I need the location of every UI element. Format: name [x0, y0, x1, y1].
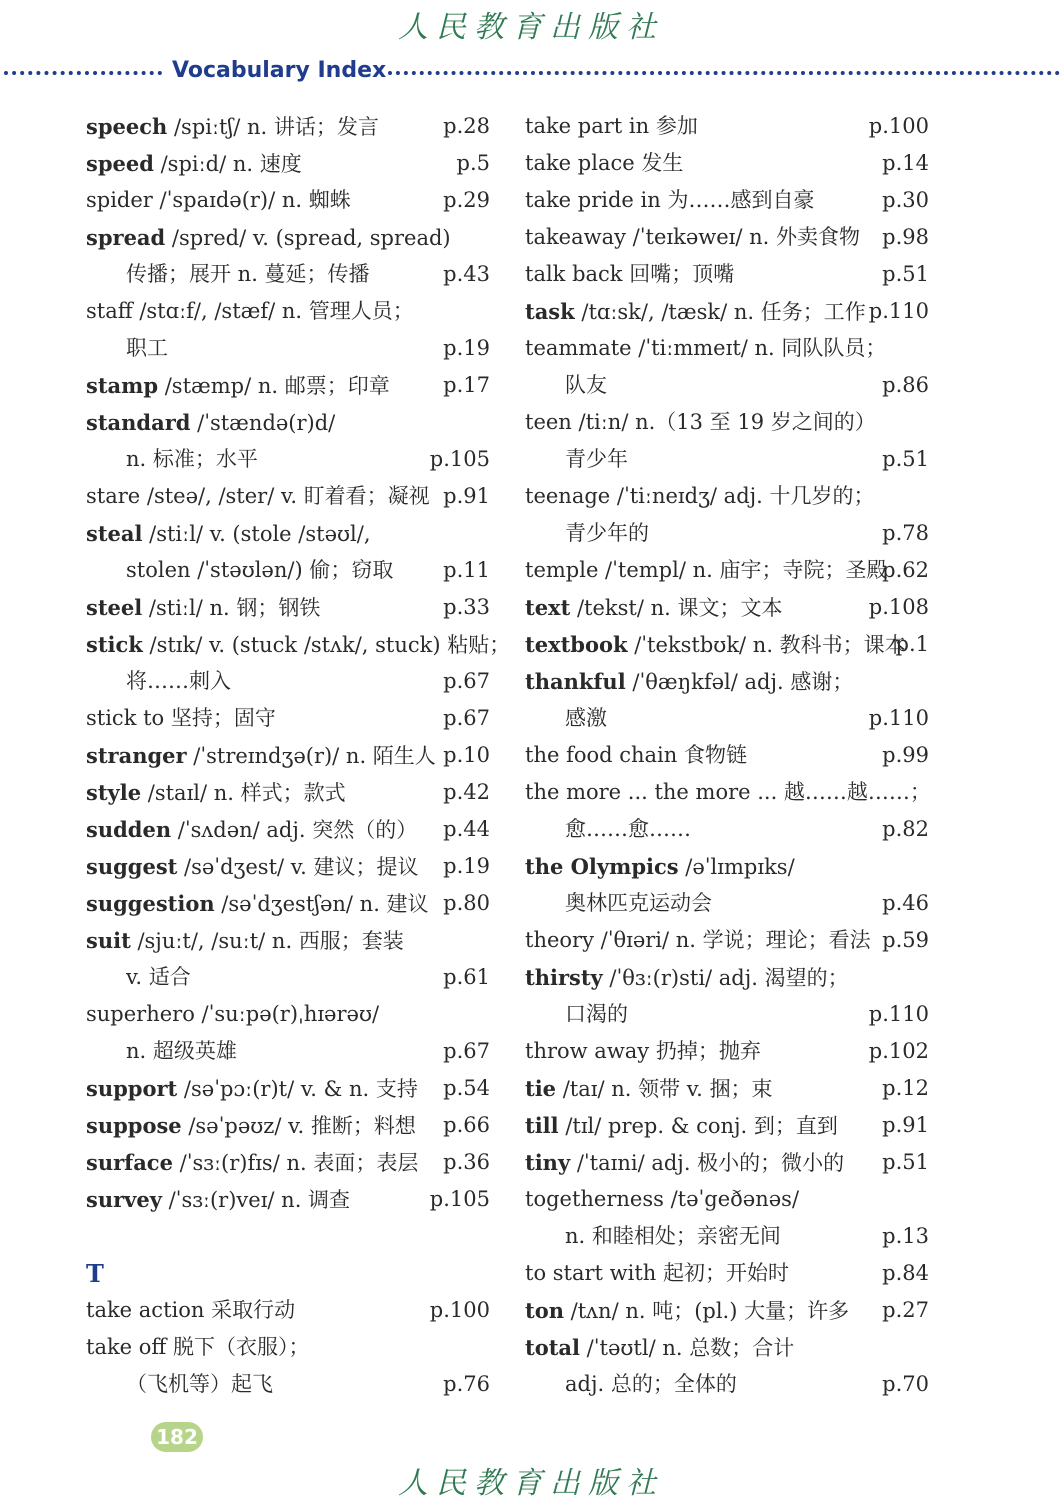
vocab-entry — [525, 922, 929, 959]
page-ref: p.51 — [882, 447, 929, 471]
entry-text — [525, 1224, 781, 1248]
headword: thirsty — [525, 965, 603, 990]
vocab-entry — [525, 219, 929, 256]
entry-definition: /səˈpɔː(r)t/ v. & n. 支持 — [177, 1077, 418, 1101]
headword: task — [525, 299, 575, 324]
vocab-entry — [525, 145, 929, 182]
entry-definition: 队友 — [565, 373, 607, 397]
vocab-entry — [86, 885, 490, 922]
entry-text — [525, 1151, 844, 1175]
vocab-entry — [525, 1107, 929, 1144]
entry-definition: /spiːtʃ/ n. 讲话；发言 — [167, 115, 379, 139]
page-ref: p.91 — [443, 484, 490, 508]
page-ref: p.61 — [443, 965, 490, 989]
entry-definition: /ˈtəʊtl/ n. 总数；合计 — [580, 1336, 795, 1360]
entry-definition: /ˈsɜː(r)fɪs/ n. 表面；表层 — [172, 1151, 419, 1175]
vocab-entry — [86, 1144, 490, 1181]
entry-text — [86, 1372, 273, 1396]
header-dots-right — [388, 71, 1060, 75]
entry-definition: n. 和睦相处；亲密无间 — [565, 1224, 781, 1248]
entry-text — [86, 781, 346, 805]
vocab-entry — [525, 959, 929, 996]
page-ref: p.51 — [882, 262, 929, 286]
entry-definition: stick to 坚持；固守 — [86, 706, 276, 730]
headword: stranger — [86, 743, 187, 768]
header-title: Vocabulary Index — [172, 58, 387, 83]
entry-definition: /səˈpəʊz/ v. 推断；料想 — [181, 1114, 416, 1138]
page-ref: p.110 — [868, 706, 929, 730]
page-ref: p.51 — [882, 1150, 929, 1174]
entry-text — [525, 225, 860, 249]
page-ref: p.67 — [443, 669, 490, 693]
entry-text — [525, 447, 628, 471]
entry-text — [525, 780, 931, 804]
vocab-entry — [86, 1329, 490, 1366]
header-dots-left — [4, 71, 162, 75]
entry-text — [86, 374, 390, 398]
vocab-entry — [525, 848, 929, 885]
entry-definition: v. 适合 — [126, 965, 191, 989]
page-ref: p.54 — [443, 1076, 490, 1100]
vocab-entry — [86, 441, 490, 478]
vocab-entry — [86, 663, 490, 700]
entry-definition: spider /ˈspaɪdə(r)/ n. 蜘蛛 — [86, 188, 351, 212]
headword: steel — [86, 595, 143, 620]
page-ref: p.43 — [443, 262, 490, 286]
page-ref: p.19 — [443, 854, 490, 878]
entry-definition: 奥林匹克运动会 — [565, 891, 712, 915]
page-ref: p.44 — [443, 817, 490, 841]
vocab-entry — [86, 1366, 490, 1403]
entry-text — [86, 115, 379, 139]
entry-text — [86, 1002, 379, 1026]
entry-definition: 职工 — [126, 336, 168, 360]
vocab-entry — [525, 996, 929, 1033]
entry-text — [86, 965, 191, 989]
vocab-entry — [86, 774, 490, 811]
vocab-entry — [525, 1144, 929, 1181]
headword: speech — [86, 114, 168, 139]
entry-definition: takeaway /ˈteɪkəweɪ/ n. 外卖食物 — [525, 225, 860, 249]
page-ref: p.86 — [882, 373, 929, 397]
headword: suppose — [86, 1113, 182, 1138]
entry-text — [525, 336, 886, 360]
page-ref: p.11 — [443, 558, 490, 582]
entry-text — [86, 929, 404, 953]
entry-text — [86, 596, 320, 620]
vocab-entry — [525, 774, 929, 811]
entry-definition: /stæmp/ n. 邮票；印章 — [158, 374, 390, 398]
entry-text — [525, 1372, 737, 1396]
right-column — [525, 108, 929, 1403]
entry-text — [525, 633, 906, 657]
page-ref: p.62 — [882, 558, 929, 582]
headword: standard — [86, 410, 191, 435]
entry-text — [525, 855, 795, 879]
headword: till — [525, 1113, 559, 1138]
vocab-entry — [525, 182, 929, 219]
vocab-entry — [525, 1181, 929, 1218]
vocab-entry — [86, 552, 490, 589]
vocab-entry — [525, 1070, 929, 1107]
headword: speed — [86, 151, 154, 176]
entry-text — [525, 670, 853, 694]
entry-text — [86, 633, 510, 657]
entry-text — [525, 891, 712, 915]
entry-definition: theory /ˈθɪəri/ n. 学说；理论；看法 — [525, 928, 871, 952]
headword: stamp — [86, 373, 159, 398]
entry-text — [525, 596, 782, 620]
entry-definition: /stɪk/ v. (stuck /stʌk/, stuck) 粘贴； — [142, 633, 511, 657]
vocab-entry — [86, 219, 490, 256]
vocab-entry — [525, 885, 929, 922]
entry-text — [525, 1187, 799, 1211]
entry-definition: n. 超级英雄 — [126, 1039, 237, 1063]
headword: ton — [525, 1298, 564, 1323]
page-ref: p.78 — [882, 521, 929, 545]
entry-definition: /taɪ/ n. 领带 v. 捆；束 — [556, 1077, 773, 1101]
entry-text — [86, 1298, 295, 1322]
vocab-entry — [86, 700, 490, 737]
entry-definition: /staɪl/ n. 样式；款式 — [141, 781, 346, 805]
page-ref: p.102 — [868, 1039, 929, 1063]
entry-text — [525, 114, 698, 138]
entry-definition: /ˈsɜː(r)veɪ/ n. 调查 — [161, 1188, 351, 1212]
vocab-entry — [86, 515, 490, 552]
page-ref: p.91 — [882, 1113, 929, 1137]
entry-definition: take place 发生 — [525, 151, 684, 175]
vocab-entry — [525, 1329, 929, 1366]
vocab-entry — [86, 1107, 490, 1144]
headword: tiny — [525, 1150, 571, 1175]
headword: support — [86, 1076, 178, 1101]
entry-definition: /tekst/ n. 课文；文本 — [570, 596, 783, 620]
entry-definition: 青少年的 — [565, 521, 649, 545]
headword: surface — [86, 1150, 173, 1175]
entry-text — [525, 410, 876, 434]
headword: survey — [86, 1187, 162, 1212]
page-ref: p.100 — [429, 1298, 490, 1322]
entry-definition: /ˈstreɪndʒə(r)/ n. 陌生人 — [186, 744, 436, 768]
entry-text — [86, 226, 451, 250]
vocab-entry — [86, 1181, 490, 1218]
entry-text — [86, 299, 414, 323]
headword: the Olympics — [525, 854, 679, 879]
page-ref: p.46 — [882, 891, 929, 915]
entry-text — [525, 966, 849, 990]
entry-text — [525, 151, 683, 175]
entry-definition: /ˈθæŋkfəl/ adj. 感谢； — [625, 670, 854, 694]
page-ref: p.98 — [882, 225, 929, 249]
entry-definition: /tʌn/ n. 吨；(pl.) 大量；许多 — [563, 1299, 850, 1323]
vocab-entry — [86, 996, 490, 1033]
left-column — [86, 108, 511, 1403]
entry-text — [86, 1188, 350, 1212]
page-ref: p.28 — [443, 114, 490, 138]
page-ref: p.100 — [868, 114, 929, 138]
publisher-logo-bottom: 人民教育出版社 — [398, 1466, 664, 1501]
headword: tie — [525, 1076, 557, 1101]
entry-definition: /tɑːsk/, /tæsk/ n. 任务；工作 — [574, 300, 866, 324]
page-ref: p.5 — [456, 151, 490, 175]
spacer — [86, 1218, 490, 1255]
vocab-entry — [86, 922, 490, 959]
entry-definition: take action 采取行动 — [86, 1298, 296, 1322]
headword: spread — [86, 225, 166, 250]
page-ref: p.110 — [868, 1002, 929, 1026]
page-ref: p.82 — [882, 817, 929, 841]
entry-text — [525, 743, 747, 767]
entry-text — [86, 1077, 418, 1101]
vocab-entry — [86, 293, 490, 330]
vocab-entry — [525, 552, 929, 589]
entry-text — [525, 1261, 789, 1285]
vocab-entry — [525, 293, 929, 330]
entry-definition: /ˈstændə(r)d/ — [190, 411, 336, 435]
entry-text — [86, 669, 231, 693]
vocab-entry — [525, 737, 929, 774]
page-ref: p.108 — [868, 595, 929, 619]
vocab-entry — [86, 367, 490, 404]
entry-definition: teammate /ˈtiːmmeɪt/ n. 同队队员； — [525, 336, 887, 360]
entry-definition: stare /steə/, /ster/ v. 盯着看；凝视 — [86, 484, 430, 508]
vocab-entry — [86, 811, 490, 848]
page-ref: p.1 — [895, 632, 929, 656]
page-ref: p.59 — [882, 928, 929, 952]
page-ref: p.30 — [882, 188, 929, 212]
entry-definition: /səˈdʒest/ v. 建议；提议 — [177, 855, 419, 879]
entry-text — [86, 1114, 416, 1138]
entry-text — [86, 818, 417, 842]
vocab-entry — [525, 811, 929, 848]
section-header — [0, 58, 1062, 88]
entry-definition: /ˈtekstbʊk/ n. 教科书；课本 — [627, 633, 906, 657]
entry-definition: /əˈlɪmpɪks/ — [678, 855, 795, 879]
entry-text — [525, 706, 607, 730]
vocab-entry — [525, 108, 929, 145]
entry-text — [86, 558, 393, 582]
page-ref: p.80 — [443, 891, 490, 915]
entry-definition: 口渴的 — [565, 1002, 628, 1026]
headword: total — [525, 1335, 580, 1360]
vocab-entry — [86, 478, 490, 515]
headword: steal — [86, 521, 143, 546]
headword: suggestion — [86, 891, 215, 916]
entry-definition: staff /stɑːf/, /stæf/ n. 管理人员； — [86, 299, 414, 323]
page-ref: p.67 — [443, 1039, 490, 1063]
page-ref: p.27 — [882, 1298, 929, 1322]
entry-definition: /ˈtaɪni/ adj. 极小的；微小的 — [570, 1151, 845, 1175]
vocab-entry — [86, 848, 490, 885]
entry-definition: take part in 参加 — [525, 114, 698, 138]
entry-definition: 将……刺入 — [126, 669, 231, 693]
entry-definition: /stiːl/ v. (stole /stəʊl/, — [142, 522, 371, 546]
headword: sudden — [86, 817, 172, 842]
entry-text — [525, 262, 734, 286]
page-ref: p.36 — [443, 1150, 490, 1174]
page-ref: p.67 — [443, 706, 490, 730]
entry-text — [86, 892, 429, 916]
headword: suggest — [86, 854, 178, 879]
vocab-entry — [86, 330, 490, 367]
entry-definition: adj. 总的；全体的 — [565, 1372, 737, 1396]
entry-definition: to start with 起初；开始时 — [525, 1261, 789, 1285]
page-ref: p.70 — [882, 1372, 929, 1396]
entry-definition: take pride in 为……感到自豪 — [525, 188, 815, 212]
page-number-badge: 182 — [151, 1422, 203, 1452]
vocab-entry — [86, 182, 490, 219]
entry-text — [525, 1077, 773, 1101]
vocab-entry — [86, 1292, 490, 1329]
vocab-entry — [525, 589, 929, 626]
vocab-entry — [86, 404, 490, 441]
entry-text — [86, 522, 371, 546]
entry-definition: /spred/ v. (spread, spread) — [165, 226, 451, 250]
headword: style — [86, 780, 142, 805]
page-ref: p.110 — [868, 299, 929, 323]
entry-definition: /spiːd/ n. 速度 — [153, 152, 302, 176]
entry-text — [86, 706, 276, 730]
vocab-entry — [525, 1218, 929, 1255]
entry-text — [86, 744, 436, 768]
entry-text — [525, 817, 691, 841]
entry-text — [525, 558, 887, 582]
entry-text — [86, 188, 351, 212]
entry-definition: temple /ˈtempl/ n. 庙宇；寺院；圣殿 — [525, 558, 888, 582]
headword: text — [525, 595, 571, 620]
entry-text — [86, 484, 430, 508]
entry-definition: throw away 扔掉；抛弃 — [525, 1039, 761, 1063]
page-ref: p.99 — [882, 743, 929, 767]
entry-definition: /ˈθɜː(r)sti/ adj. 渴望的； — [602, 966, 849, 990]
vocab-entry — [525, 663, 929, 700]
page-ref: p.19 — [443, 336, 490, 360]
page-ref: p.105 — [429, 1187, 490, 1211]
entry-text — [525, 1114, 838, 1138]
entry-text — [525, 1299, 849, 1323]
vocab-entry — [86, 737, 490, 774]
entry-text — [86, 855, 419, 879]
page-ref: p.33 — [443, 595, 490, 619]
headword: stick — [86, 632, 143, 657]
headword: suit — [86, 928, 131, 953]
entry-text — [525, 188, 814, 212]
entry-definition: talk back 回嘴；顶嘴 — [525, 262, 735, 286]
vocab-entry — [525, 1033, 929, 1070]
vocab-entry — [86, 145, 490, 182]
vocab-entry — [525, 1255, 929, 1292]
entry-definition: n. 标准；水平 — [126, 447, 258, 471]
vocab-entry — [525, 700, 929, 737]
entry-definition: （飞机等）起飞 — [126, 1372, 273, 1396]
entry-text — [525, 1336, 794, 1360]
vocab-entry — [525, 515, 929, 552]
entry-definition: the more ... the more ... 越……越……； — [525, 780, 931, 804]
vocab-entry — [525, 441, 929, 478]
entry-definition: 愈……愈…… — [565, 817, 691, 841]
vocab-entry — [525, 478, 929, 515]
headword: thankful — [525, 669, 626, 694]
entry-definition: /ˈsʌdən/ adj. 突然（的） — [171, 818, 418, 842]
entry-definition: /tɪl/ prep. & conj. 到；直到 — [558, 1114, 838, 1138]
vocab-entry — [86, 256, 490, 293]
entry-definition: togetherness /təˈgeðənəs/ — [525, 1187, 800, 1211]
page-ref: p.13 — [882, 1224, 929, 1248]
headword: textbook — [525, 632, 628, 657]
page-ref: p.66 — [443, 1113, 490, 1137]
vocab-entry — [525, 330, 929, 367]
entry-text — [525, 1039, 761, 1063]
entry-text — [525, 521, 649, 545]
entry-text — [86, 152, 302, 176]
page-ref: p.12 — [882, 1076, 929, 1100]
page-ref: p.84 — [882, 1261, 929, 1285]
entry-text — [86, 447, 258, 471]
page-ref: p.29 — [443, 188, 490, 212]
entry-definition: 传播；展开 n. 蔓延；传播 — [126, 262, 370, 286]
entry-definition: the food chain 食物链 — [525, 743, 747, 767]
entry-definition: stolen /ˈstəʊlən/) 偷；窃取 — [126, 558, 394, 582]
entry-definition: /stiːl/ n. 钢；钢铁 — [142, 596, 321, 620]
page-ref: p.105 — [429, 447, 490, 471]
publisher-logo-top: 人民教育出版社 — [398, 10, 664, 45]
vocab-entry — [525, 626, 929, 663]
entry-text — [86, 411, 335, 435]
entry-definition: teen /tiːn/ n.（13 至 19 岁之间的） — [525, 410, 876, 434]
entry-text — [86, 336, 168, 360]
page-ref: p.10 — [443, 743, 490, 767]
entry-text — [86, 1151, 418, 1175]
vocab-entry — [86, 1033, 490, 1070]
vocab-entry — [86, 108, 490, 145]
entry-definition: superhero /ˈsuːpə(r)ˌhɪərəʊ/ — [86, 1002, 380, 1026]
vocab-entry — [86, 959, 490, 996]
entry-text — [525, 300, 866, 324]
page-ref: p.42 — [443, 780, 490, 804]
vocab-entry — [86, 626, 511, 663]
entry-text — [525, 484, 875, 508]
entry-definition: teenage /ˈtiːneɪdʒ/ adj. 十几岁的； — [525, 484, 875, 508]
entry-text — [86, 1039, 237, 1063]
entry-definition: take off 脱下（衣服）； — [86, 1335, 310, 1359]
vocab-entry — [86, 1070, 490, 1107]
vocab-entry — [525, 404, 929, 441]
entry-text — [525, 928, 871, 952]
vocab-entry — [525, 256, 929, 293]
vocab-entry — [525, 367, 929, 404]
entry-text — [525, 1002, 628, 1026]
vocab-entry — [525, 1366, 929, 1403]
vocab-entry — [525, 1292, 929, 1329]
entry-definition: 感激 — [565, 706, 607, 730]
page-ref: p.17 — [443, 373, 490, 397]
entry-definition: /səˈdʒestʃən/ n. 建议 — [214, 892, 429, 916]
letter-heading: T — [86, 1259, 104, 1288]
entry-definition: 青少年 — [565, 447, 628, 471]
page-ref: p.76 — [443, 1372, 490, 1396]
entry-definition: /sjuːt/, /suːt/ n. 西服；套装 — [130, 929, 404, 953]
entry-text — [525, 373, 607, 397]
entry-text — [86, 262, 370, 286]
vocab-entry — [86, 589, 490, 626]
entry-text — [86, 1335, 310, 1359]
page-ref: p.14 — [882, 151, 929, 175]
